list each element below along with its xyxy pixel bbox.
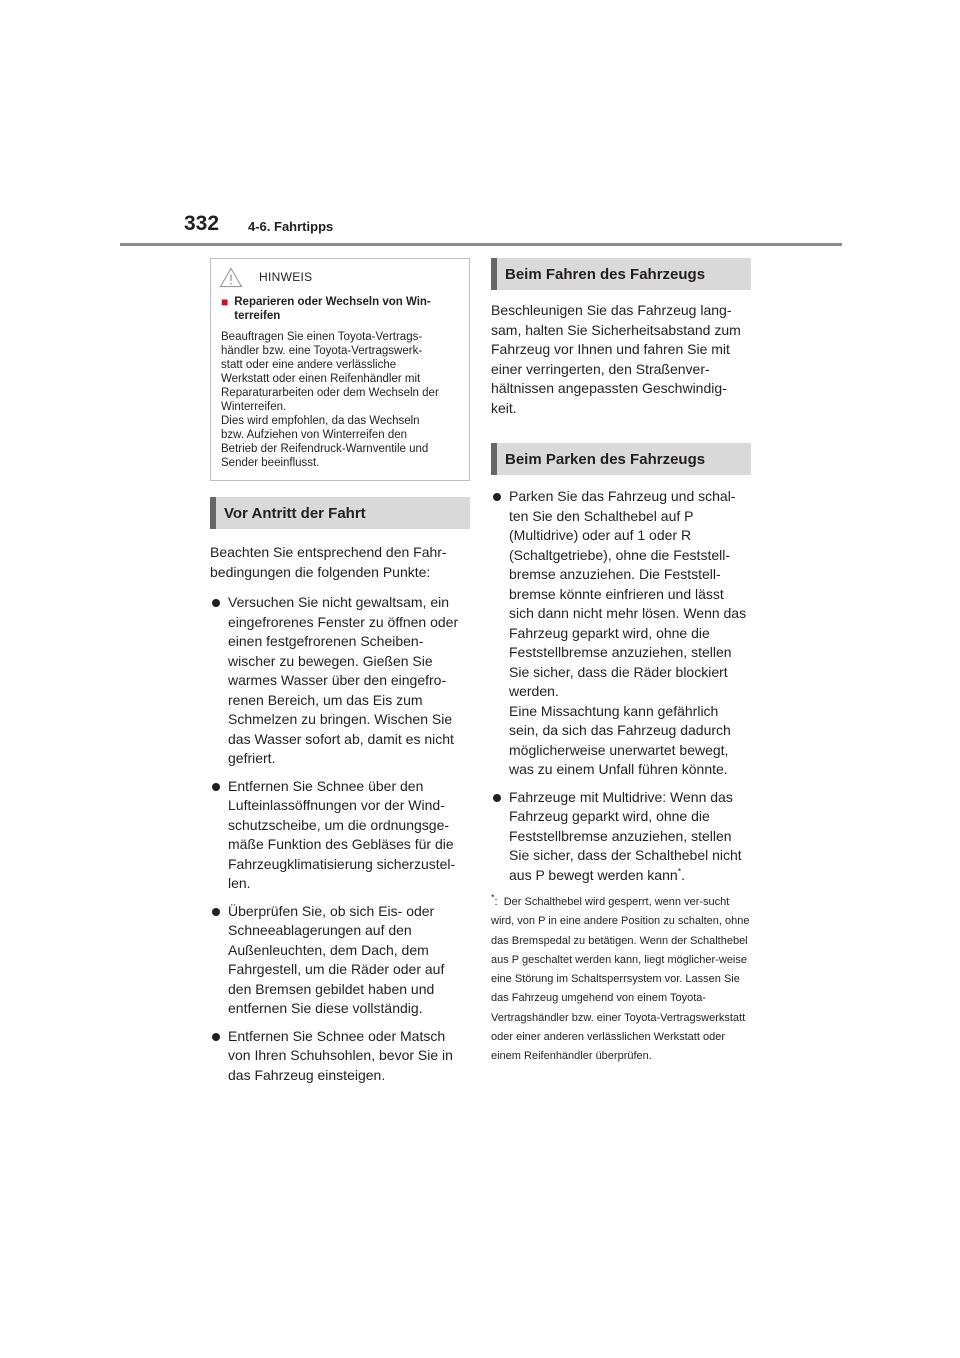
notice-line: Reparaturarbeiten oder dem Wechseln der — [221, 387, 439, 399]
notice-line: händler bzw. eine Toyota-Vertragswerk- — [221, 345, 423, 357]
tips-list — [210, 593, 470, 1085]
notice-line: Betrieb der Reifendruck-Warnventile und — [221, 443, 429, 455]
bullet-icon — [212, 783, 220, 791]
list-item-text: Parken Sie das Fahrzeug und schal-ten Sie den Schalthebel auf P (Multidrive) oder auf 1 oder R (Schaltgetriebe), ohne die Feststell-bremse anzuziehen. Die Feststell-bremse könnte einfrieren und lässt sich dann nicht mehr lösen. Wenn das Fahrzeug geparkt wird, ohne die Feststellbremse anzuziehen, stellen Sie sicher, dass die Räder blockiert werden. — [509, 488, 747, 699]
parking-list — [491, 487, 751, 885]
heading-while-driving: Beim Fahren des Fahrzeugs — [491, 258, 751, 290]
list-item — [210, 777, 470, 894]
bullet-icon — [212, 908, 220, 916]
red-square-icon: ■ — [221, 295, 229, 309]
notice-line: Winterreifen. — [221, 401, 287, 413]
list-item — [491, 788, 751, 886]
header-divider — [120, 243, 842, 246]
list-item-warning: Eine Missachtung kann gefährlich sein, da sich das Fahrzeug dadurch möglicherweise unerwartet bewegt, was zu einem Unfall führen könnte. — [509, 702, 731, 777]
period: . — [681, 866, 686, 883]
notice-line: Beauftragen Sie einen Toyota-Vertrags- — [221, 331, 423, 343]
intro-text: Beachten Sie entsprechend den Fahr-bedingungen die folgenden Punkte: — [210, 544, 447, 580]
notice-line: Sender beeinflusst. — [221, 457, 320, 469]
footnote-text: Der Schalthebel wird gesperrt, wenn ver-sucht wird, von P in eine andere Position zu schalten, ohne das Bremspedal zu betätigen. Wenn der Schalthebel aus P geschaltet werden kann, liegt möglicher-weise eine Störung im Schaltsperrsystem vor. Lassen Sie das Fahrzeug umgehend von einem Toyota-Vertragshändler bzw. einer Toyota-Vertragswerkstatt oder einer anderen verlässlichen Werkstatt oder einem Reifenhändler überprüfen. — [491, 896, 750, 1063]
footnote-ref: * — [677, 865, 682, 876]
footnote-asterisk: * — [491, 892, 495, 903]
notice-subtitle — [221, 295, 459, 323]
notice-line: Werkstatt oder einen Reifenhändler mit — [221, 373, 421, 385]
driving-text: Beschleunigen Sie das Fahrzeug lang-sam, halten Sie Sicherheitsabstand zum Fahrzeug vor Ihnen und fahren Sie mit einer verringerten, den Straßenver-hältnissen angepassten Geschwindig-keit. — [491, 302, 741, 416]
notice-subtitle-text: Reparieren oder Wechseln von Win-terreifen — [234, 296, 431, 322]
bullet-icon — [493, 493, 501, 501]
list-item-text: Entfernen Sie Schnee über den Lufteinlassöffnungen vor der Wind-schutzscheibe, um die ordnungsge-mäße Funktion des Gebläses für die Fahrzeugklimatisierung sicherzustel-len. — [228, 777, 456, 891]
heading-before-driving: Vor Antritt der Fahrt — [210, 497, 470, 529]
notice-box — [210, 258, 470, 481]
footnote — [491, 893, 751, 1067]
notice-header — [219, 259, 459, 295]
warning-icon — [219, 267, 243, 288]
notice-line: bzw. Aufziehen von Winterreifen den — [221, 429, 408, 441]
list-item-text-wrap — [509, 788, 751, 886]
list-item-text: Fahrzeuge mit Multidrive: Wenn das Fahrzeug geparkt wird, ohne die Feststellbremse anzuziehen, stellen Sie sicher, dass der Schalthebel nicht aus P bewegt werden kann — [509, 788, 742, 883]
list-item-text: Überprüfen Sie, ob sich Eis- oder Schneeablagerungen auf den Außenleuchten, dem Dach, dem Fahrgestell, um die Räder oder auf den Bremsen gebildet haben und entfernen Sie diese vollständig. — [228, 902, 445, 1016]
notice-body — [221, 330, 459, 470]
heading-parking: Beim Parken des Fahrzeugs — [491, 443, 751, 475]
left-column — [210, 258, 470, 1093]
list-item — [210, 1027, 470, 1086]
notice-line: statt oder eine andere verlässliche — [221, 359, 397, 371]
notice-label: HINWEIS — [259, 270, 313, 284]
list-item — [491, 487, 751, 780]
notice-line: Dies wird empfohlen, da das Wechseln — [221, 415, 420, 427]
list-item — [210, 902, 470, 1019]
bullet-icon — [212, 1033, 220, 1041]
bullet-icon — [493, 794, 501, 802]
footnote-colon: : — [494, 896, 498, 908]
right-column — [491, 258, 751, 1067]
section-title: 4-6. Fahrtipps — [248, 219, 334, 234]
bullet-icon — [212, 599, 220, 607]
list-item-text: Versuchen Sie nicht gewaltsam, ein eingefrorenes Fenster zu öffnen oder einen festgefrorenen Scheiben-wischer zu bewegen. Gießen Sie warmes Wasser über den eingefro-renen Bereich, um das Eis zum Schmelzen zu bringen. Wischen Sie das Wasser sofort ab, damit es nicht gefriert. — [228, 594, 459, 766]
list-item-text: Entfernen Sie Schnee oder Matsch von Ihren Schuhsohlen, bevor Sie in das Fahrzeug einsteigen. — [228, 1027, 453, 1083]
list-item — [210, 593, 470, 769]
page-number: 332 — [184, 212, 220, 235]
